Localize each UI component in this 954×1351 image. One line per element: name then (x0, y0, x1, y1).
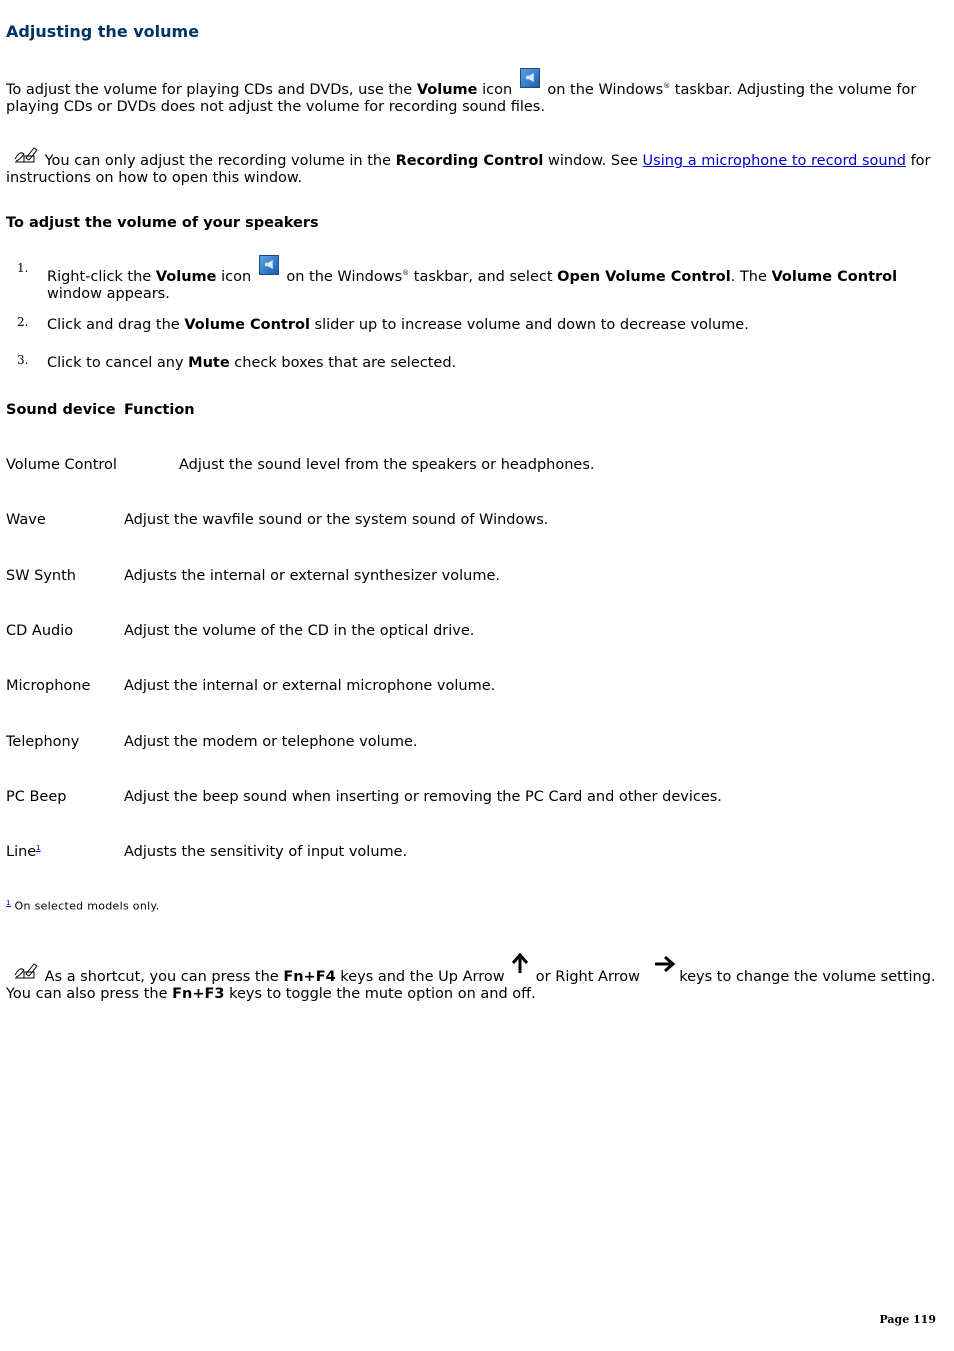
section-subheading: To adjust the volume of your speakers (6, 215, 319, 231)
column-header: Sound device (6, 402, 116, 418)
footnote-link[interactable]: 1 (36, 844, 41, 853)
up-arrow-icon (509, 953, 531, 975)
right-arrow-icon (653, 953, 675, 975)
volume-icon (520, 68, 540, 88)
footnote: $^1$ On selected models only. (6, 899, 160, 913)
footnote-mark[interactable]: 1 (6, 899, 11, 907)
column-header: Function (124, 402, 195, 418)
page-number: Page 119 (879, 1313, 936, 1326)
link-using-microphone[interactable]: Using a microphone to record sound (642, 153, 906, 169)
intro-paragraph: To adjust the volume for playing CDs and DVDs, use the Volume icon on the Windows® taskbar. Adjusting the volume for playing CDs or DVDs does not adjust the volume for recording sound files. (6, 76, 936, 116)
page-title: Adjusting the volume (6, 22, 200, 41)
volume-icon (259, 255, 279, 275)
note-icon (12, 145, 40, 165)
note-icon (12, 961, 40, 981)
note-shortcut: As a shortcut, you can press the Fn+F4 keys and the Up Arrow or Right Arrow keys to change the volume setting. You can also press the Fn+F3 keys to toggle the mute option on and off. (6, 961, 936, 1003)
note-recording-control: You can only adjust the recording volume in the Recording Control window. See Using a microphone to record sound for instructions on how to open this window. (6, 147, 936, 187)
